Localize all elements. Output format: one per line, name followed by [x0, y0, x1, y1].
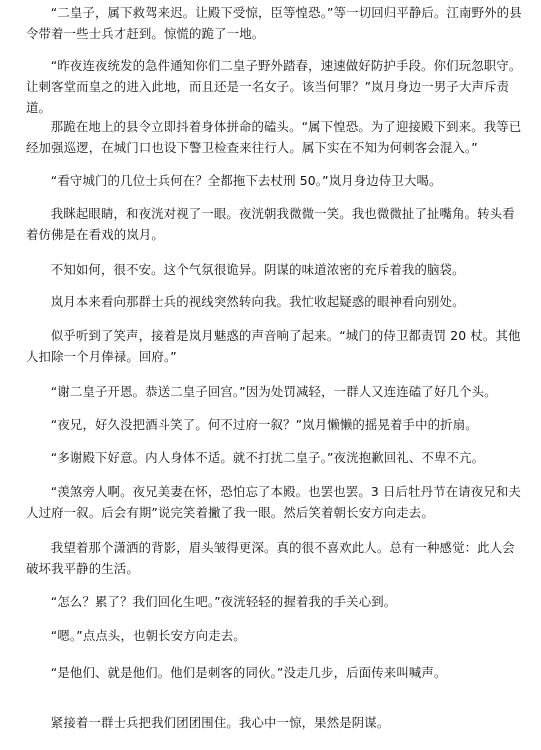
paragraph: “看守城门的几位士兵何在？全都拖下去杖刑 50。”岚月身边侍卫大喝。 [50, 173, 442, 188]
paragraph: “夜兄，好久没把酒斗笑了。何不过府一叙？”岚月懒懒的摇晃着手中的折扇。 [50, 417, 478, 432]
paragraph: 紧接着一群士兵把我们团团围住。我心中一惊，果然是阴谋。 [50, 715, 390, 730]
paragraph: “羡煞旁人啊。夜兄美妻在怀，恐怕忘了本殿。也罢也罢。3 日后牡丹节在请夜兄和夫人过府一叙。后会有期”说完笑着撇了我一眼。然后笑着朝长安方向走去。 [26, 484, 521, 520]
paragraph: “怎么？累了？我们回化生吧。”夜洸轻轻的握着我的手关心到。 [50, 594, 397, 609]
paragraph: 那跪在地上的县令立即抖着身体拼命的磕头。“属下惶恐。为了迎接殿下到来。我等已经加强巡逻，在城门口也设下警卫检查来往行人。属下实在不知为何刺客会混入。” [26, 119, 522, 155]
paragraph: “谢二皇子开恩。恭送二皇子回宫。”因为处罚减轻，一群人又连连磕了好几个头。 [50, 384, 497, 399]
paragraph: “二皇子，属下救驾来迟。让殿下受惊，臣等惶恐。”等一切回归平静后。江南野外的县令带着一些士兵才赶到。惊慌的跪了一地。 [26, 5, 522, 41]
paragraph: “多谢殿下好意。内人身体不适。就不打扰二皇子。”夜洸抱歉回礼、不卑不亢。 [50, 450, 485, 465]
paragraph: 我眯起眼睛，和夜洸对视了一眼。夜洸朝我微微一笑。我也微微扯了扯嘴角。转头看着仿佛是在看戏的岚月。 [26, 206, 515, 242]
paragraph: 岚月本来看向那群士兵的视线突然转向我。我忙收起疑惑的眼神看向别处。 [50, 294, 465, 309]
paragraph: “昨夜连夜统发的急件通知你们二皇子野外踏春，速速做好防护手段。你们玩忽职守。让刺客堂而皇之的进入此地，而且还是一名女子。该当何罪？”岚月身边一男子大声斥责道。 [26, 58, 522, 115]
paragraph: “嗯。”点点头，也朝长安方向走去。 [50, 628, 246, 643]
paragraph: 不知如何，很不安。这个气氛很诡异。阴谋的味道浓密的充斥着我的脑袋。 [50, 262, 465, 277]
paragraph: “是他们、就是他们。他们是刺客的同伙。”没走几步，后面传来叫喊声。 [50, 665, 447, 680]
paragraph: 我望着那个潇洒的背影，眉头皱得更深。真的很不喜欢此人。总有一种感觉：此人会破坏我平静的生活。 [26, 540, 515, 576]
paragraph: 似乎听到了笑声，接着是岚月魅惑的声音响了起来。“城门的侍卫都责罚 20 杖。其他人扣除一个月俸禄。回府。” [26, 328, 521, 364]
